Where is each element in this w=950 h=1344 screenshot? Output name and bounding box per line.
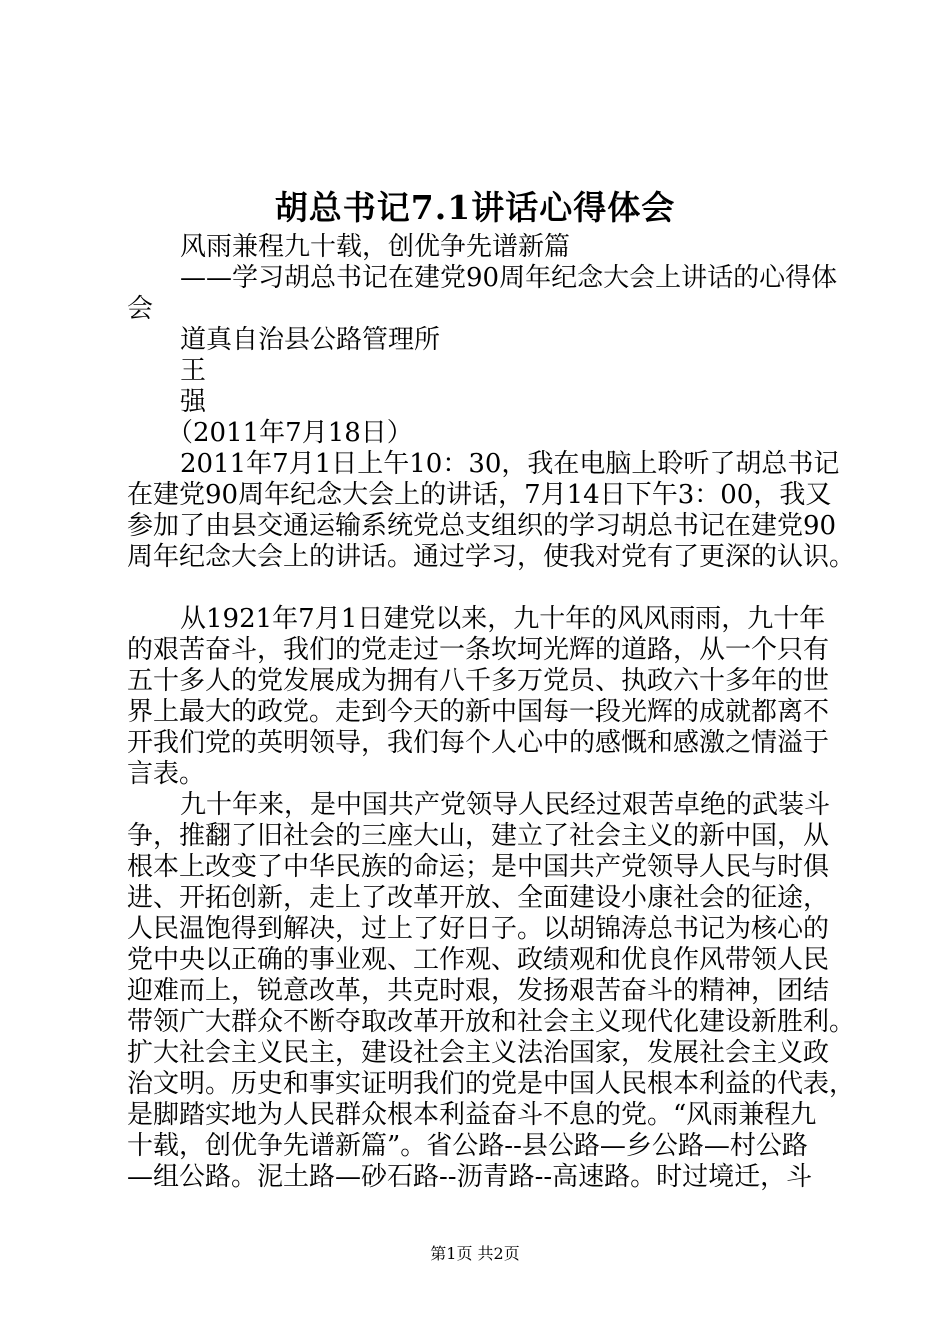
paragraph-line: 从1921年7月1日建党以来，九十年的风风雨雨，九十年 bbox=[180, 604, 826, 634]
paragraph-line: 开我们党的英明领导，我们每个人心中的感慨和感激之情溢于 bbox=[127, 728, 830, 758]
paragraph-line: 争，推翻了旧社会的三座大山，建立了社会主义的新中国，从 bbox=[127, 821, 830, 851]
paragraph-line: 十载，创优争先谱新篇”。省公路--县公路—乡公路—村公路 bbox=[127, 1131, 808, 1161]
subtitle-line: 会 bbox=[127, 294, 154, 324]
paragraph-line: 带领广大群众不断夺取改革开放和社会主义现代化建设新胜利。 bbox=[127, 1007, 856, 1037]
paragraph-line: 的艰苦奋斗，我们的党走过一条坎坷光辉的道路，从一个只有 bbox=[127, 635, 830, 665]
author-org: 道真自治县公路管理所 bbox=[180, 325, 441, 355]
paragraph-line: 参加了由县交通运输系统党总支组织的学习胡总书记在建党90 bbox=[127, 511, 837, 541]
paragraph-line: —组公路。泥土路—砂石路--沥青路--高速路。时过境迁，斗 bbox=[127, 1162, 813, 1192]
paragraph-line: 党中央以正确的事业观、工作观、政绩观和优良作风带领人民 bbox=[127, 945, 830, 975]
paragraph-line: 根本上改变了中华民族的命运；是中国共产党领导人民与时俱 bbox=[127, 852, 830, 882]
paragraph-line: 进、开拓创新，走上了改革开放、全面建设小康社会的征途， bbox=[127, 883, 830, 913]
document-date: （2011年7月18日） bbox=[167, 418, 413, 448]
document-body bbox=[127, 232, 856, 1193]
author-name: 强 bbox=[180, 387, 207, 417]
paragraph-line: 2011年7月1日上午10：30，我在电脑上聆听了胡总书记 bbox=[180, 449, 840, 479]
subtitle-line: ——学习胡总书记在建党90周年纪念大会上讲话的心得体 bbox=[180, 263, 838, 293]
paragraph-line: 九十年来，是中国共产党领导人民经过艰苦卓绝的武装斗 bbox=[180, 790, 831, 820]
paragraph-line: 言表。 bbox=[127, 759, 206, 789]
paragraph-line: 周年纪念大会上的讲话。通过学习，使我对党有了更深的认识。 bbox=[127, 542, 856, 572]
subtitle-line: 风雨兼程九十载，创优争先谱新篇 bbox=[180, 232, 571, 262]
paragraph-line: 治文明。历史和事实证明我们的党是中国人民根本利益的代表， bbox=[127, 1069, 856, 1099]
paragraph-line: 在建党90周年纪念大会上的讲话，7月14日下午3：00，我又 bbox=[127, 480, 832, 510]
document-title: 胡总书记7.1讲话心得体会 bbox=[274, 188, 676, 227]
paragraph-line: 是脚踏实地为人民群众根本利益奋斗不息的党。“风雨兼程九 bbox=[127, 1100, 817, 1130]
paragraph-line: 人民温饱得到解决，过上了好日子。以胡锦涛总书记为核心的 bbox=[127, 914, 830, 944]
paragraph-line: 扩大社会主义民主，建设社会主义法治国家，发展社会主义政 bbox=[127, 1038, 830, 1068]
paragraph-line: 迎难而上，锐意改革，共克时艰，发扬艰苦奋斗的精神，团结 bbox=[127, 976, 830, 1006]
paragraph-gap bbox=[127, 573, 835, 604]
page-footer: 第1页 共2页 bbox=[430, 1244, 520, 1263]
paragraph-line: 五十多人的党发展成为拥有八千多万党员、执政六十多年的世 bbox=[127, 666, 830, 696]
paragraph-line: 界上最大的政党。走到今天的新中国每一段光辉的成就都离不 bbox=[127, 697, 830, 727]
author-name: 王 bbox=[180, 356, 207, 386]
